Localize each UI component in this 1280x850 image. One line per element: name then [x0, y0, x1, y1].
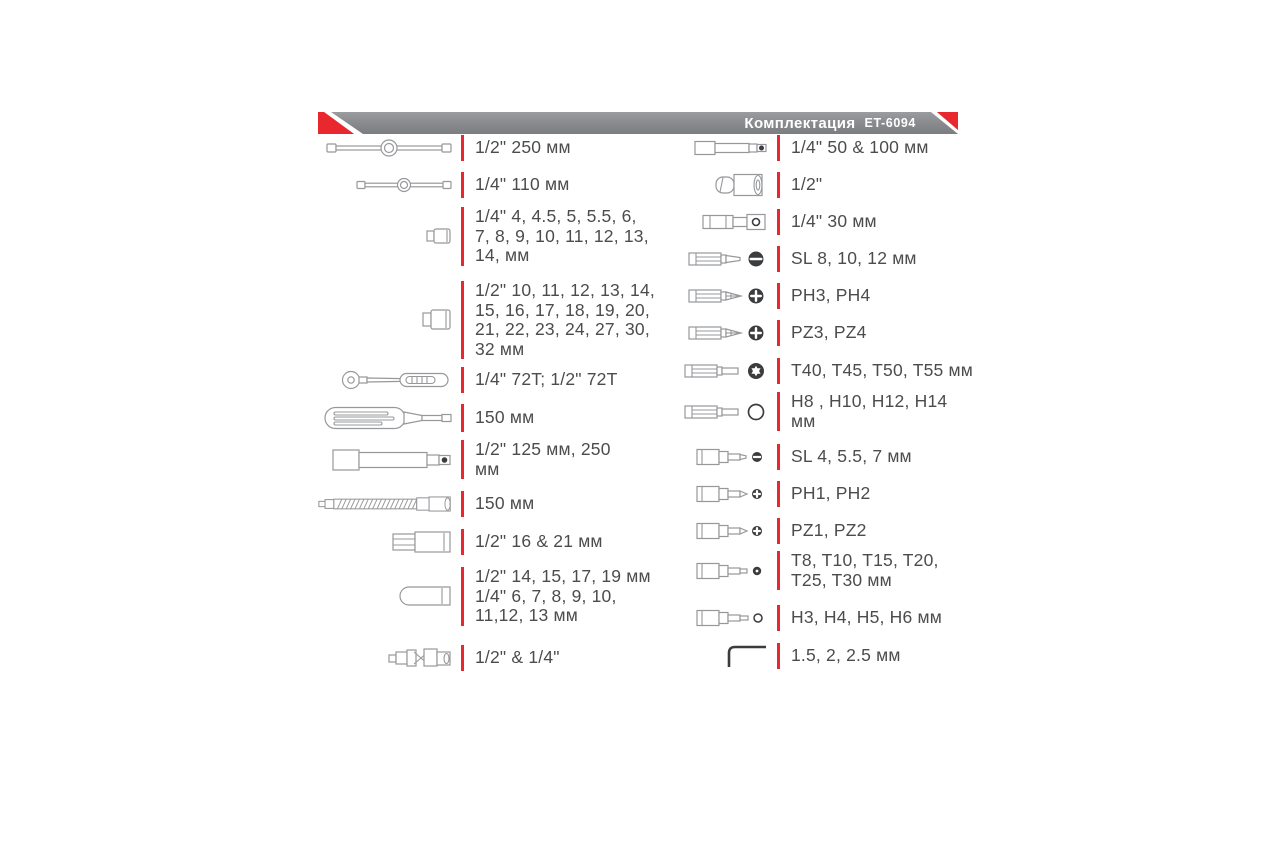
item-label: 14, мм	[475, 245, 530, 265]
item-label: 1/4" 72T; 1/2" 72T	[475, 369, 618, 390]
universal-joint-icon	[318, 646, 461, 670]
extension-bar-small-icon	[640, 139, 777, 157]
item-row	[640, 605, 942, 631]
item-row	[640, 320, 867, 346]
item-row	[640, 392, 947, 431]
item-label: T40, T45, T50, T55 мм	[791, 360, 973, 381]
item-label: 1/2" 10, 11, 12, 13, 14,	[475, 280, 655, 300]
item-label: T8, T10, T15, T20,	[791, 550, 939, 570]
item-label: H3, H4, H5, H6 мм	[791, 607, 942, 628]
spinner-handle-icon	[318, 404, 461, 432]
item-label: 7, 8, 9, 10, 11, 12, 13,	[475, 225, 649, 246]
item-label: 1/4" 6, 7, 8, 9, 10,	[475, 585, 617, 606]
item-row	[640, 551, 939, 590]
item-row	[318, 172, 569, 198]
item-label: 1/2" 16 & 21 мм	[475, 531, 603, 552]
item-label: мм	[475, 458, 500, 479]
item-row	[318, 529, 603, 555]
item-label: T25, T30 мм	[791, 569, 892, 590]
item-row	[318, 491, 534, 517]
hex-bit-socket-icon	[640, 609, 777, 627]
item-label: PH1, PH2	[791, 483, 871, 504]
slotted-bit-icon	[640, 249, 777, 269]
item-label: 21, 22, 23, 24, 27, 30,	[475, 319, 650, 339]
extension-bar-icon	[318, 447, 461, 473]
item-row	[318, 281, 655, 359]
item-row	[640, 358, 973, 384]
torx-bit-icon	[640, 361, 777, 381]
sliding-t-bar-large-icon	[318, 139, 461, 157]
item-label: PZ3, PZ4	[791, 322, 867, 343]
item-row	[318, 367, 618, 393]
item-row	[318, 440, 611, 479]
item-label: SL 8, 10, 12 мм	[791, 248, 917, 269]
item-label: 32 мм	[475, 338, 525, 359]
item-row	[640, 172, 822, 198]
item-label: 1/2" 125 мм, 250	[475, 439, 611, 459]
item-label: 1/4" 110 мм	[475, 174, 570, 195]
item-row	[640, 246, 917, 272]
header-model-number: ET-6094	[864, 116, 916, 130]
item-label: мм	[791, 410, 816, 431]
item-row	[640, 135, 929, 161]
header-bar	[318, 112, 958, 134]
item-label: PZ1, PZ2	[791, 520, 867, 541]
item-label: H8 , H10, H12, H14	[791, 391, 948, 411]
item-label: PH3, PH4	[791, 285, 871, 306]
item-label: 1.5, 2, 2.5 мм	[791, 645, 901, 666]
pozidriv-bit-icon	[640, 323, 777, 343]
pozidriv-bit-socket-icon	[640, 522, 777, 540]
hex-key-icon	[640, 643, 777, 669]
item-label: 1/4" 50 & 100 мм	[791, 137, 929, 158]
item-row	[640, 481, 870, 507]
deep-socket-icon	[318, 585, 461, 607]
item-row	[640, 518, 867, 544]
item-label: 150 мм	[475, 407, 535, 428]
item-label: 11,12, 13 мм	[475, 605, 579, 625]
socket-small-icon	[318, 227, 461, 245]
item-label: 1/2"	[791, 174, 823, 195]
header-title: Комплектация	[744, 114, 856, 132]
item-label: 15, 16, 17, 18, 19, 20,	[475, 299, 650, 320]
item-label: 1/2" 250 мм	[475, 137, 571, 158]
item-label: 150 мм	[475, 493, 535, 514]
item-label: SL 4, 5.5, 7 мм	[791, 446, 912, 467]
item-row	[640, 643, 901, 669]
item-row	[640, 209, 877, 235]
socket-adapter-icon	[640, 173, 777, 197]
socket-large-icon	[318, 308, 461, 332]
red-corner-left-icon	[318, 112, 364, 134]
spark-plug-socket-icon	[318, 530, 461, 554]
item-label: 1/2" 14, 15, 17, 19 мм	[475, 566, 651, 586]
bit-adapter-icon	[640, 213, 777, 231]
sliding-t-bar-small-icon	[318, 177, 461, 193]
flexible-extension-icon	[318, 494, 461, 514]
item-label: 1/4" 4, 4.5, 5, 5.5, 6,	[475, 206, 637, 226]
red-corner-right-icon	[928, 112, 958, 134]
ratchet-icon	[318, 368, 461, 392]
item-row	[318, 404, 534, 432]
slotted-bit-socket-icon	[640, 448, 777, 466]
item-label: 1/4" 30 мм	[791, 211, 877, 232]
hex-bit-icon	[640, 402, 777, 422]
phillips-bit-socket-icon	[640, 485, 777, 503]
item-row	[640, 444, 912, 470]
phillips-bit-icon	[640, 286, 777, 306]
item-row	[318, 135, 571, 161]
item-row	[318, 567, 651, 626]
item-label: 1/2" & 1/4"	[475, 647, 560, 668]
item-row	[318, 207, 649, 266]
torx-bit-socket-icon	[640, 562, 777, 580]
item-row	[318, 645, 560, 671]
item-row	[640, 283, 870, 309]
